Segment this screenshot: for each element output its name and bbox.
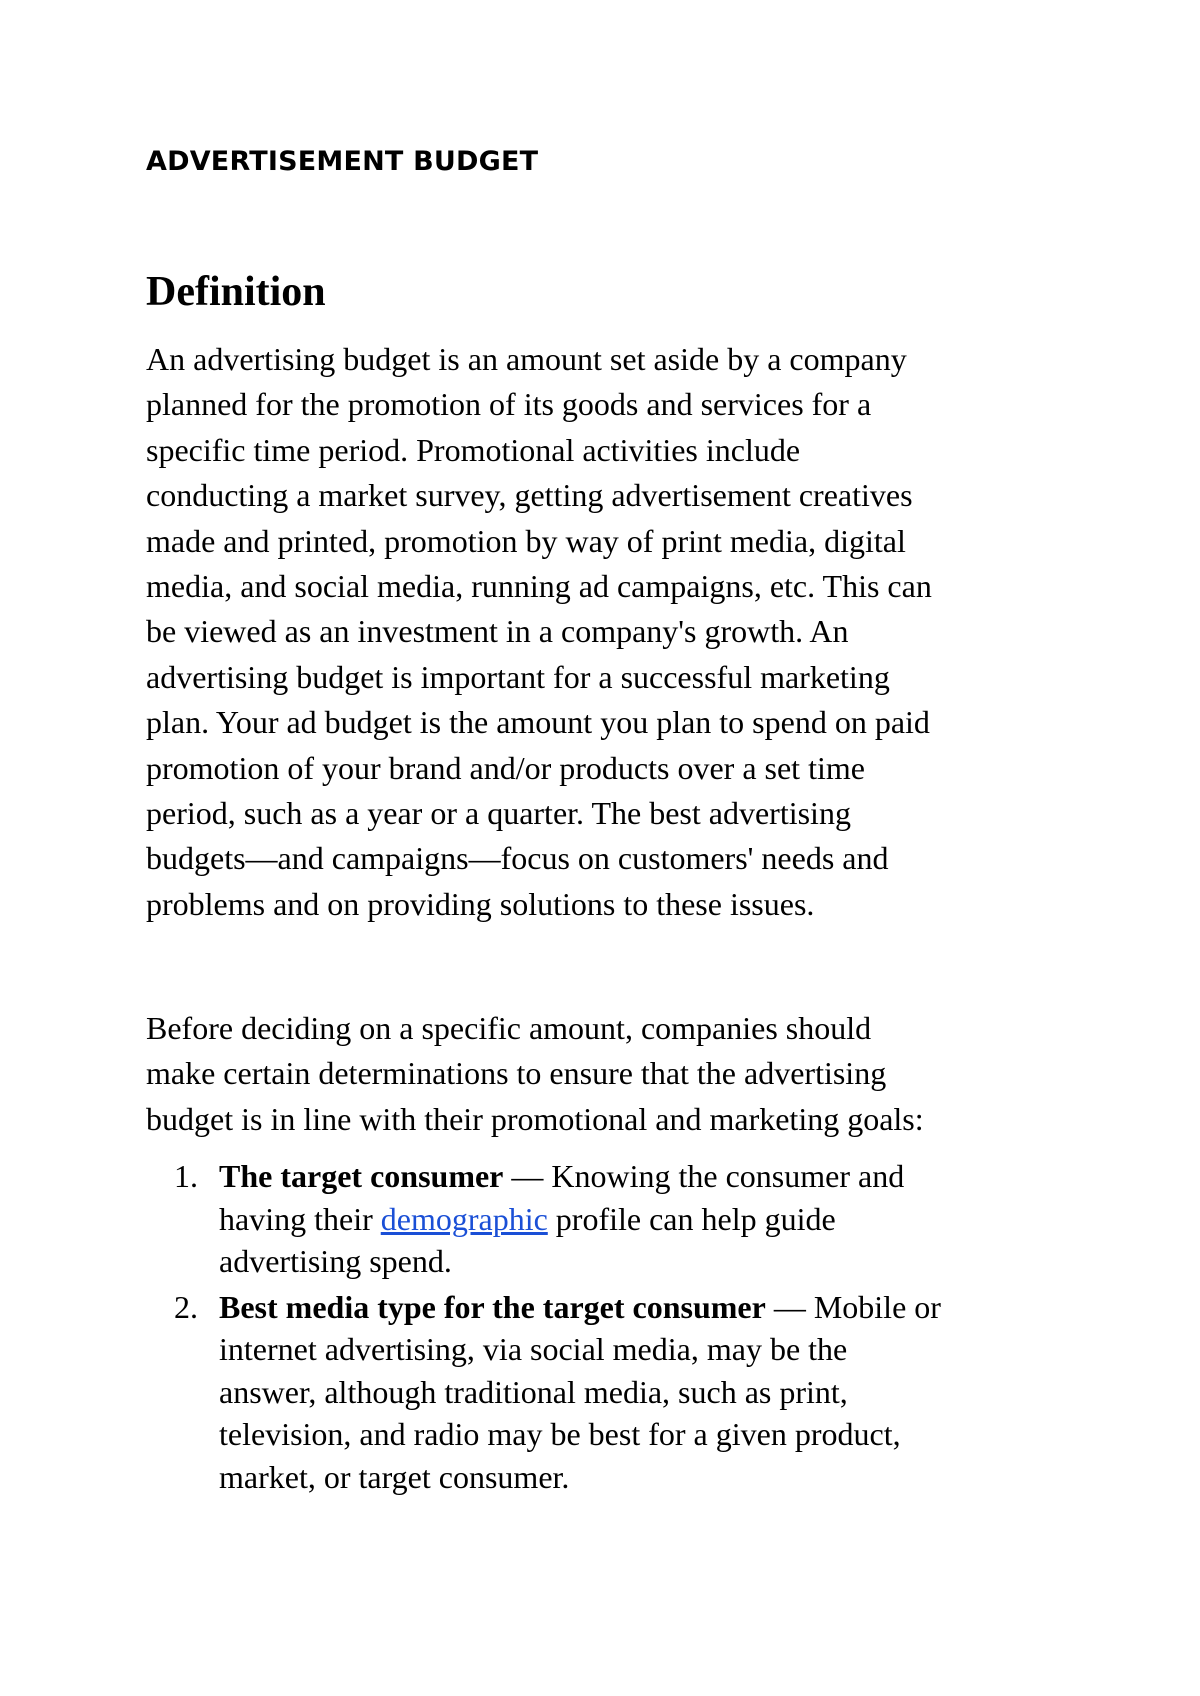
determinations-paragraph bbox=[146, 1006, 1066, 1142]
paragraph-line: specific time period. Promotional activities include bbox=[146, 431, 801, 468]
paragraph-line: make certain determinations to ensure that the advertising bbox=[146, 1055, 887, 1092]
paragraph-line: be viewed as an investment in a company's growth. An bbox=[146, 613, 849, 650]
list-item bbox=[146, 1155, 1066, 1283]
list-item-term: Best media type for the target consumer bbox=[219, 1288, 766, 1325]
list-item-line: internet advertising, via social media, may be the bbox=[219, 1331, 848, 1367]
list-item-line bbox=[219, 1286, 1066, 1329]
paragraph-line: An advertising budget is an amount set aside by a company bbox=[146, 341, 907, 377]
list-item-line: television, and radio may be best for a given product, bbox=[219, 1416, 901, 1452]
paragraph-line: media, and social media, running ad campaigns, etc. This can bbox=[146, 568, 932, 605]
paragraph-line: period, such as a year or a quarter. The best advertising bbox=[146, 795, 851, 832]
list-item bbox=[146, 1286, 1066, 1499]
list-number: 2. bbox=[174, 1288, 198, 1325]
paragraph-line: budget is in line with their promotional and marketing goals: bbox=[146, 1100, 924, 1137]
definition-paragraph bbox=[146, 337, 1066, 927]
section-heading-definition: Definition bbox=[146, 269, 326, 315]
list-number: 1. bbox=[174, 1158, 198, 1194]
paragraph-line: problems and on providing solutions to these issues. bbox=[146, 885, 815, 922]
list-item-text: — Mobile or bbox=[765, 1288, 941, 1325]
paragraph-line: conducting a market survey, getting advertisement creatives bbox=[146, 477, 913, 514]
list-item-line: market, or target consumer. bbox=[219, 1458, 570, 1495]
document-title: ADVERTISEMENT BUDGET bbox=[146, 146, 539, 177]
list-item-text: profile can help guide bbox=[547, 1200, 836, 1237]
list-item-term: The target consumer bbox=[219, 1158, 504, 1194]
paragraph-line: made and printed, promotion by way of print media, digital bbox=[146, 522, 906, 559]
paragraph-line: Before deciding on a specific amount, companies should bbox=[146, 1010, 872, 1046]
list-item-line bbox=[219, 1198, 1066, 1241]
paragraph-line: planned for the promotion of its goods and services for a bbox=[146, 386, 872, 423]
paragraph-line: plan. Your ad budget is the amount you plan to spend on paid bbox=[146, 704, 930, 741]
paragraph-line: advertising budget is important for a successful marketing bbox=[146, 658, 890, 695]
list-item-line: answer, although traditional media, such as print, bbox=[219, 1373, 848, 1410]
goals-list bbox=[146, 1155, 1066, 1501]
list-item-line bbox=[219, 1155, 1066, 1198]
paragraph-line: budgets—and campaigns—focus on customers' needs and bbox=[146, 840, 889, 877]
list-item-text: having their bbox=[219, 1200, 381, 1237]
demographic-link[interactable]: demographic bbox=[380, 1200, 548, 1237]
paragraph-line: promotion of your brand and/or products over a set time bbox=[146, 749, 865, 786]
list-item-text: — Knowing the consumer and bbox=[503, 1158, 905, 1194]
list-item-line: advertising spend. bbox=[219, 1243, 452, 1279]
